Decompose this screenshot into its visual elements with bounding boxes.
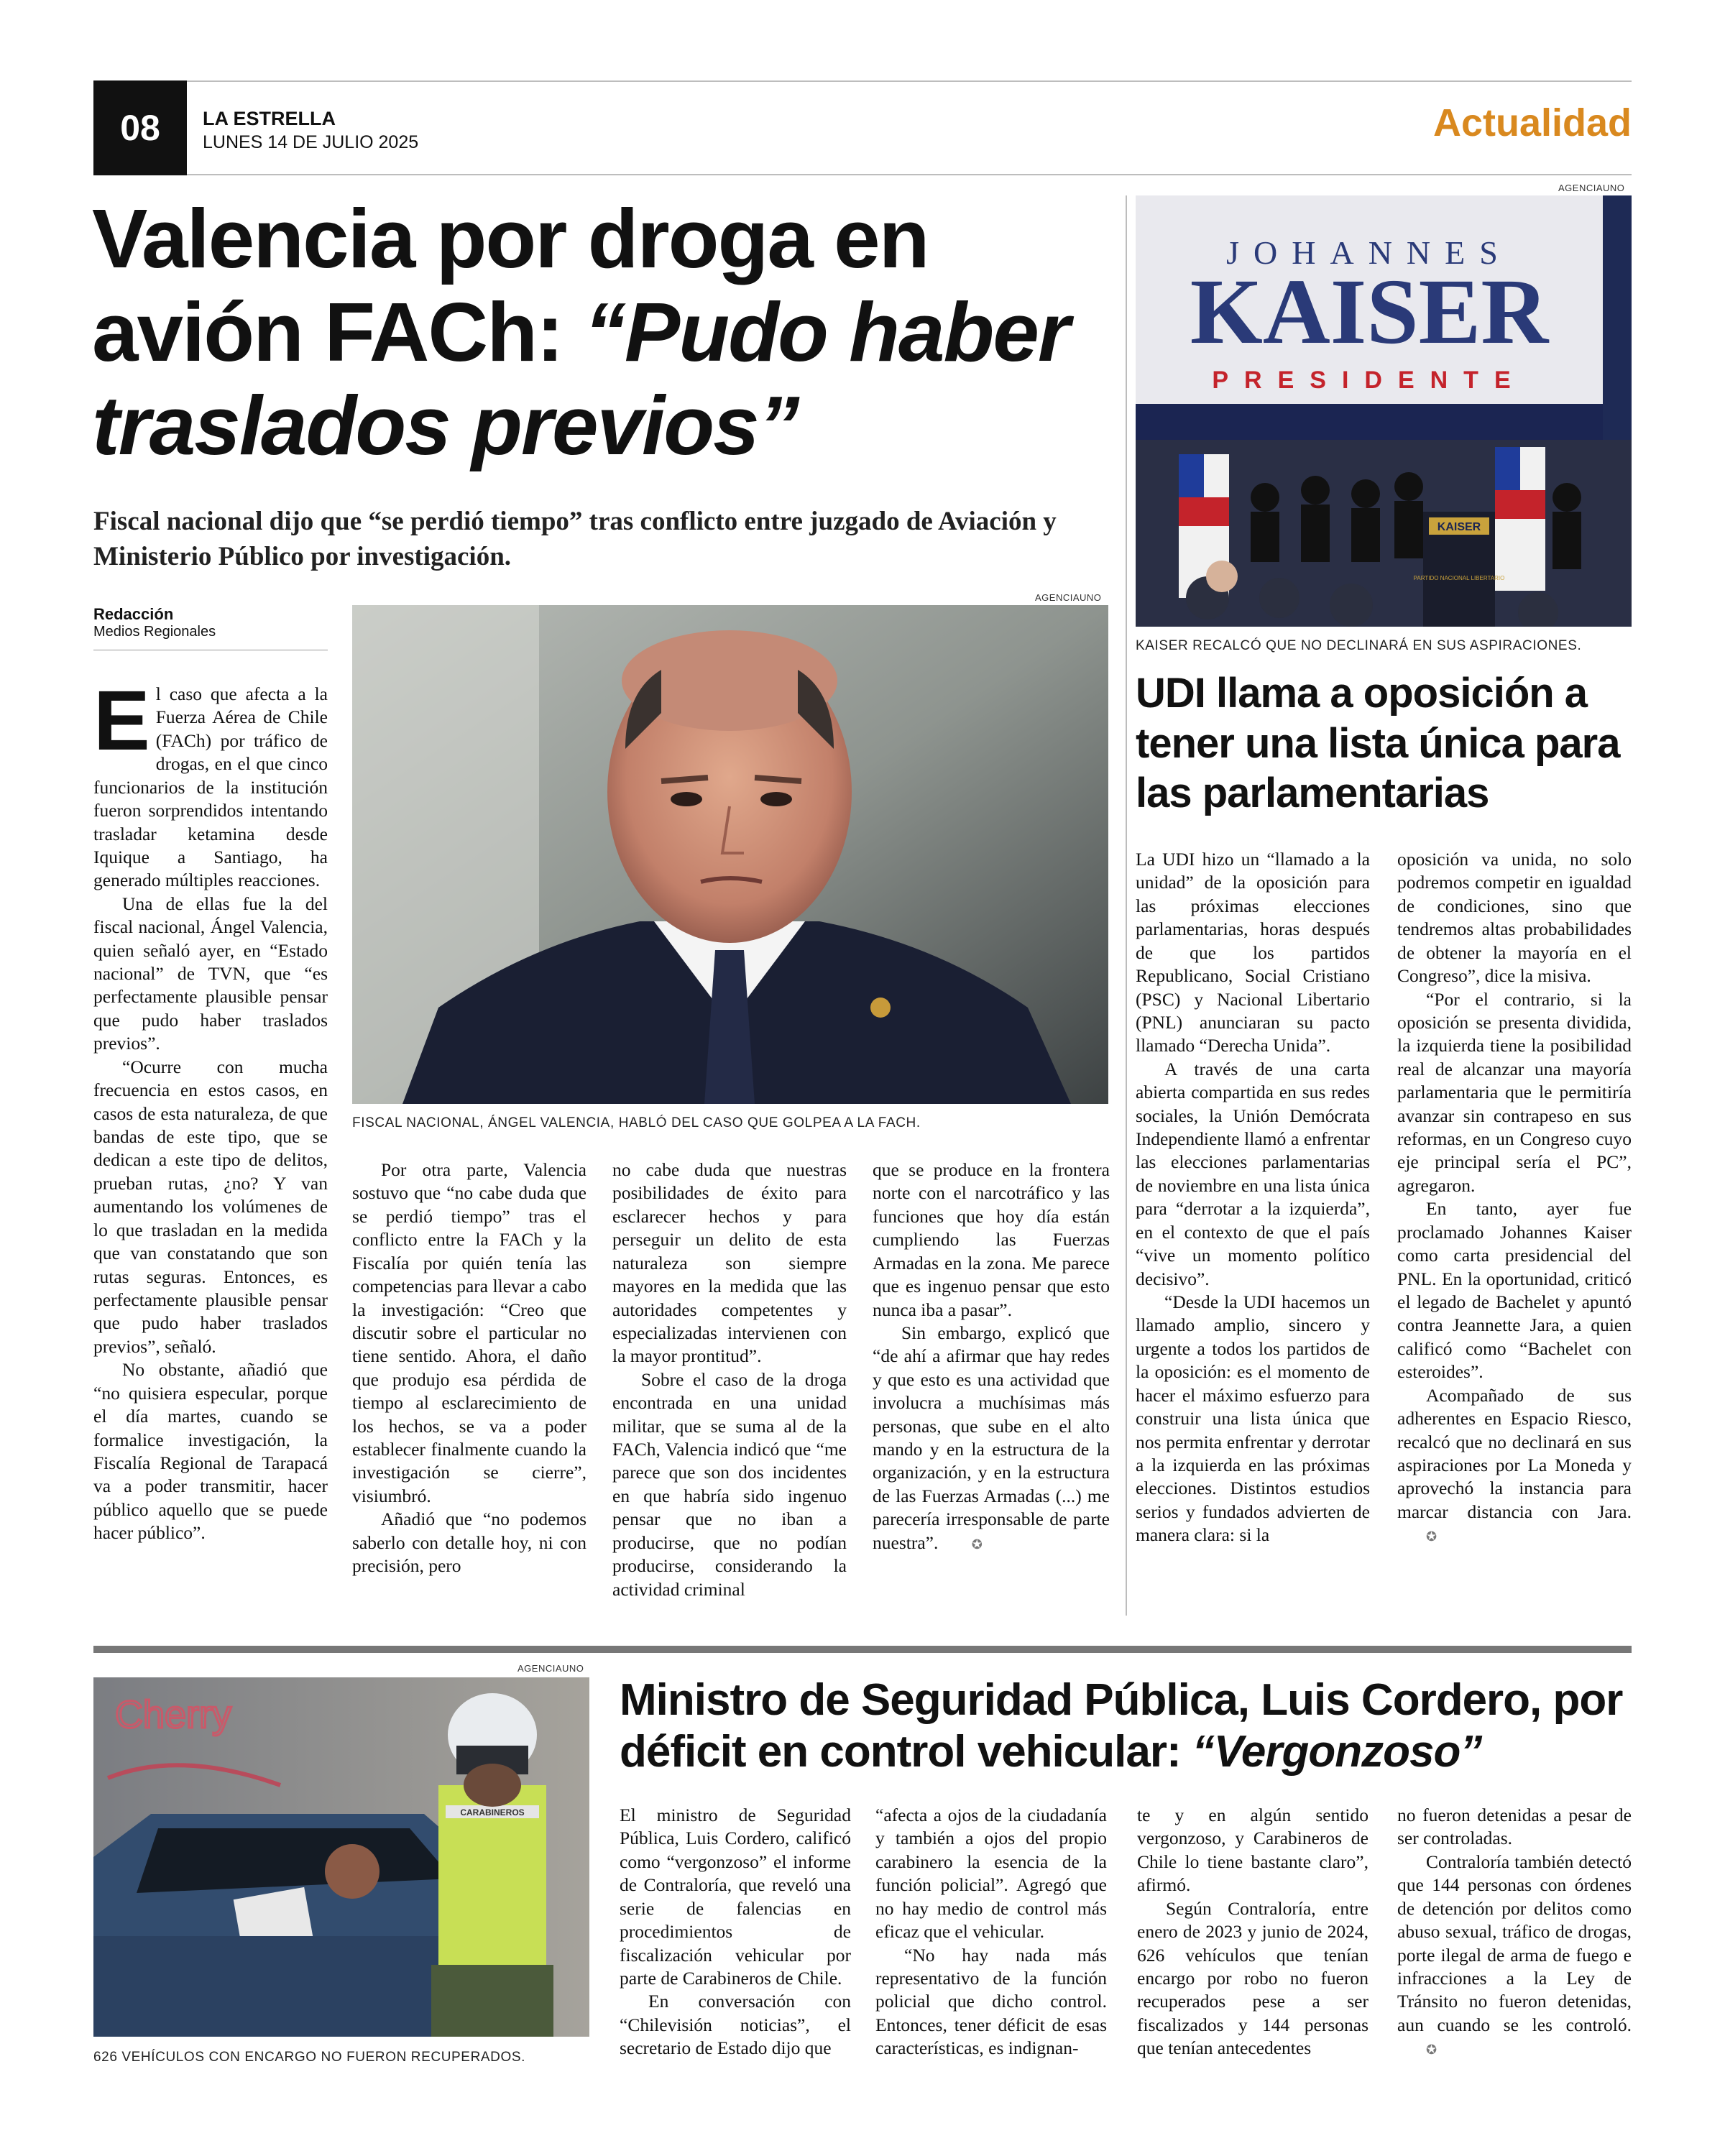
udi-paragraph: “Por el contrario, si la oposición se presenta dividida, la izquierda tiene la posibilidad real de alcanzar una mayoría parlamentaria que le permitiría avanzar sin contrapeso en sus reformas, en un Congreso cuyo eje principal sería el PC”, agregaron. <box>1397 988 1632 1196</box>
main-headline-quote: “Pudo haber traslados previos” <box>92 285 1069 472</box>
main-paragraph <box>93 673 328 893</box>
valencia-photo-caption: FISCAL NACIONAL, ÁNGEL VALENCIA, HABLÓ DEL CASO QUE GOLPEA A LA FACH. <box>352 1115 921 1130</box>
main-headline-text: Valencia por droga en avión FACh: <box>92 192 929 379</box>
main-paragraph: No obstante, añadió que “no quisiera especular, porque el día martes, cuando se formalice investigación, la Fiscalía Regional de Tarapacá va a poder transmitir, hacer público aquello que se puede hacer público”. <box>93 1359 328 1544</box>
cordero-paragraph: Según Contraloría, entre enero de 2023 y junio de 2024, 626 vehículos que tenían encargo por robo no fueron recuperados pese a ser fiscalizados y 144 personas que tenían antecedentes <box>1137 1897 1368 2059</box>
main-paragraph-text: Sin embargo, explicó que “de ahí a afirmar que hay redes y que esto es una actividad que involucra a muchísimas más personas, que sube en el alto mando y en la estructura de la organización, y en la estructura de las Fuerzas Armadas (...) me parecería irresponsable de parte nuestra”. <box>873 1322 1110 1553</box>
main-column-3 <box>612 1158 847 1601</box>
main-column-4 <box>873 1158 1110 1554</box>
main-headline <box>92 193 1120 473</box>
traffic-photo-caption: 626 VEHÍCULOS CON ENCARGO NO FUERON RECUPERADOS. <box>93 2050 526 2065</box>
main-paragraph <box>873 1322 1110 1554</box>
cordero-column-2 <box>875 1804 1107 2060</box>
page-number: 08 <box>93 80 187 175</box>
section-title: Actualidad <box>1432 101 1632 144</box>
photo-credit: AGENCIAUNO <box>1035 592 1102 603</box>
cordero-photo-credit: AGENCIAUNO <box>518 1663 584 1674</box>
cordero-paragraph: El ministro de Seguridad Pública, Luis Cordero, calificó como “vergonzoso” el informe de Contraloría, que reveló una serie de falencias en procedimientos de fiscalización vehicular por parte de Carabineros de Chile. <box>620 1805 851 1989</box>
main-deck: Fiscal nacional dijo que “se perdió tiempo” tras conflicto entre juzgado de Aviación y Ministerio Público por investigación. <box>93 507 1057 571</box>
banner-top-text: JOHANNES <box>1226 234 1512 271</box>
main-paragraph: Una de ellas fue la del fiscal nacional, Ángel Valencia, quien señaló ayer, en “Estado nacional” de TVN, que “es perfectamente plausible pensar que pudo haber traslados previos”. <box>93 893 328 1054</box>
udi-column-2 <box>1397 848 1632 1547</box>
end-of-article-icon: ✪ <box>971 1537 983 1552</box>
graffiti-text: Cherry <box>115 1693 232 1736</box>
banner-main-text: KAISER <box>1190 260 1549 364</box>
end-of-article-icon: ✪ <box>1426 1529 1438 1544</box>
cordero-paragraph: En conversación con “Chilevisión noticias”, el secretario de Estado dijo que <box>620 1991 851 2059</box>
cordero-headline-text: Ministro de Seguridad Pública, Luis Cordero, por déficit en control vehicular: <box>620 1675 1623 1777</box>
byline-org: Medios Regionales <box>93 624 216 640</box>
podium-label: KAISER <box>1437 521 1481 533</box>
udi-paragraph-text: Acompañado de sus adherentes en Espacio Riesco, recalcó que no declinará en sus aspiraciones por La Moneda y aprovechó la instancia para marcar distancia con Jara. <box>1397 1384 1632 1522</box>
byline: Redacción <box>93 605 174 623</box>
main-paragraph: Añadió que “no podemos saberlo con detalle hoy, ni con precisión, pero <box>352 1508 586 1577</box>
main-column-2 <box>352 1158 586 1578</box>
header-top-rule <box>93 80 1632 82</box>
udi-paragraph: La UDI hizo un “llamado a la unidad” de la oposición para las próximas elecciones parlamentarias, horas después de que los partidos Republicano, Social Cristiano (PSC) y Nacional Libertario (PNL) anunciaran su pacto llamado “Derecha Unida”. <box>1136 849 1370 1056</box>
cordero-column-1 <box>620 1804 851 2060</box>
udi-headline: UDI llama a oposición a tener una lista única para las parlamentarias <box>1136 670 1620 817</box>
main-paragraph: Por otra parte, Valencia sostuvo que “no cabe duda que se perdió tiempo” tras el conflicto entre la FACh y la Fiscalía por quién tenía las competencias para llevar a cabo la investigación: “Creo que discutir sobre el particular no tiene sentido. Ahora, el daño que produjo esa pérdida de tiempo al esclarecimiento de los hechos, se va a poder establecer finalmente cuando la investigación se cierre”, visiumbró. <box>352 1159 586 1506</box>
valencia-photo-illustration <box>352 605 1108 1104</box>
podium-sub-label: PARTIDO NACIONAL LIBERTARIO <box>1413 575 1505 581</box>
cordero-paragraph-text: Contraloría también detectó que 144 personas con órdenes de detención por delitos como abuso sexual, tráfico de drogas, porte ilegal de arma de fuego e infracciones a la Ley de Tránsito no fueron detenidas, aun cuando se les controló. <box>1397 1851 1632 2035</box>
vest-label: CARABINEROS <box>460 1807 525 1818</box>
udi-column-1 <box>1136 848 1370 1547</box>
main-paragraph: que se produce en la frontera norte con el narcotráfico y las funciones que hoy día están cumpliendo las Fuerzas Armadas en la zona. Me parece que es ingenuo pensar que esto nunca iba a pasar”. <box>873 1159 1110 1320</box>
issue-date: LUNES 14 DE JULIO 2025 <box>203 132 419 152</box>
cordero-paragraph <box>1397 1851 1632 2060</box>
cordero-column-3 <box>1137 1804 1368 2060</box>
cordero-paragraph: “afecta a ojos de la ciudadanía y también a ojos del propio carabinero la esencia de la función policial”. Agregó que no hay medio de control más eficaz que el vehicular. <box>875 1805 1107 1943</box>
valencia-photo <box>352 605 1108 1104</box>
banner-sub-text: PRESIDENTE <box>1212 367 1527 394</box>
udi-paragraph: “Desde la UDI hacemos un llamado amplio, sincero y urgente a todos los partidos de la oposición: es el momento de hacer el máximo esfuerzo para construir una lista única que nos permita enfrentar y derrotar a la izquierda en las próximas elecciones. Distintos estudios serios y fundados advierten de manera clara: si la <box>1136 1291 1370 1546</box>
kaiser-photo-illustration <box>1136 195 1632 627</box>
cordero-headline <box>620 1674 1633 1778</box>
udi-paragraph: A través de una carta abierta compartida en sus redes sociales, la Unión Demócrata Independiente llamó a enfrentar las elecciones parlamentarias de noviembre en una lista única para “derrotar a la izquierda”, en el contexto de que el país “vive un momento político decisivo”. <box>1136 1058 1370 1289</box>
main-column-1 <box>93 673 328 1545</box>
cordero-column-4 <box>1397 1804 1632 2060</box>
section-divider <box>93 1646 1632 1653</box>
kaiser-photo <box>1136 195 1632 627</box>
cordero-paragraph: no fueron detenidas a pesar de ser controladas. <box>1397 1805 1632 1849</box>
newspaper-name: LA ESTRELLA <box>203 108 336 129</box>
main-paragraph: no cabe duda que nuestras posibilidades de éxito para esclarecer hechos y para perseguir un delito de esta naturaleza son siempre mayores en la medida que las autoridades competentes y especializadas intervienen con la mayor prontitud”. <box>612 1159 847 1367</box>
traffic-control-photo <box>93 1677 589 2037</box>
kaiser-photo-caption: KAISER RECALCÓ QUE NO DECLINARÁ EN SUS ASPIRACIONES. <box>1136 638 1582 653</box>
cordero-headline-quote: “Vergonzoso” <box>1192 1726 1482 1777</box>
end-of-article-icon: ✪ <box>1426 2042 1438 2058</box>
udi-paragraph: oposición va unida, no solo podremos competir en igualdad de condiciones, sino que tendremos altas probabilidades de obtener la mayoría en el Congreso”, dice la misiva. <box>1397 849 1632 987</box>
traffic-control-photo-illustration <box>93 1677 589 2037</box>
cordero-paragraph: te y en algún sentido vergonzoso, y Carabineros de Chile lo tiene bastante claro”, afirmó. <box>1137 1805 1368 1896</box>
header-bottom-rule <box>93 174 1632 175</box>
kaiser-photo-credit: AGENCIAUNO <box>1558 183 1625 193</box>
main-paragraph: “Ocurre con mucha frecuencia en estos casos, en casos de esta naturaleza, de que bandas de este tipo, que se dedican a este tipo de delitos, prueban rutas, ¿no? Y van aumentando los volúmenes de lo que trasladan en la medida que van constatando que son rutas seguras. Entonces, es perfectamente plausible pensar que pudo haber traslados previos”, señaló. <box>93 1056 328 1357</box>
cordero-paragraph: “No hay nada más representativo de la función policial que dicho control. Entonces, tener déficit de esas características, es indignan- <box>875 1944 1107 2059</box>
drop-cap: E <box>93 673 150 768</box>
main-paragraph-text: l caso que afecta a la Fuerza Aérea de Chile (FACh) por tráfico de drogas, en el que cinco funcionarios de la institución fueron sorprendidos intentando trasladar ketamina desde Iquique a Santiago, ha generado múltiples reacciones. <box>93 683 328 891</box>
main-paragraph: Sobre el caso de la droga encontrada en una unidad militar, que se suma al de la FACh, Valencia indicó que “me parece que son dos incidentes en que habría sido ingenuo pensar que no iban a producirse, que no podían producirse, considerando la actividad criminal <box>612 1368 847 1600</box>
column-separator-rule <box>1126 195 1127 1616</box>
udi-paragraph <box>1397 1384 1632 1547</box>
udi-paragraph: En tanto, ayer fue proclamado Johannes Kaiser como carta presidencial del PNL. En la oportunidad, criticó el legado de Bachelet y apuntó contra Jeannette Jara, a quien calificó como “Bachelet con esteroides”. <box>1397 1198 1632 1383</box>
